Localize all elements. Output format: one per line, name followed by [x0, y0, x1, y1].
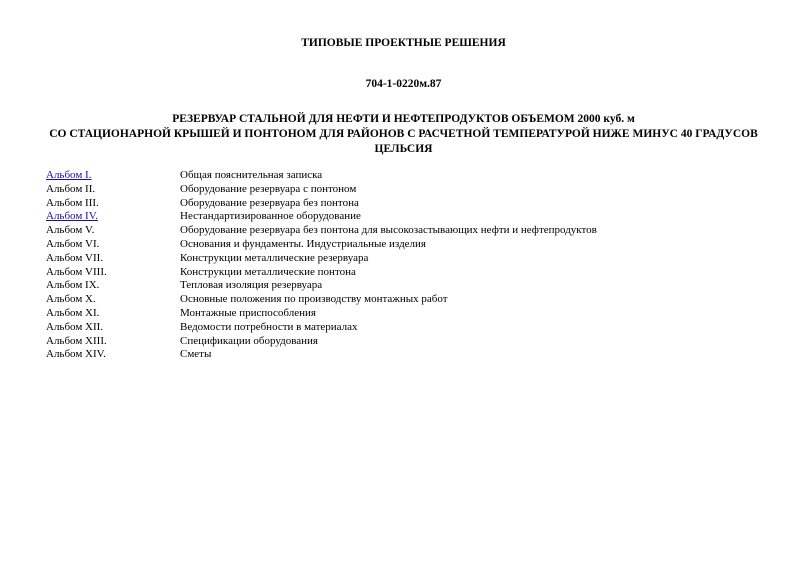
album-row-14	[46, 348, 766, 362]
album-label-9: Альбом IX.	[46, 279, 100, 292]
album-description-14: Сметы	[180, 348, 212, 361]
album-link-4[interactable]: Альбом IV.	[46, 210, 98, 223]
album-row-1	[46, 169, 766, 183]
album-description-8: Конструкции металлические понтона	[180, 265, 356, 278]
album-description-13: Спецификации оборудования	[180, 334, 318, 347]
album-description-10: Основные положения по производству монтажных работ	[180, 293, 448, 306]
album-row-4	[46, 210, 766, 224]
document-title	[40, 112, 767, 157]
document-code: 704-1-0220м.87	[365, 78, 442, 90]
album-row-3	[46, 197, 766, 211]
album-row-5	[46, 224, 766, 238]
title-line-3: ЦЕЛЬСИЯ	[374, 143, 433, 155]
album-row-7	[46, 252, 766, 266]
album-row-12	[46, 321, 766, 335]
album-label-2: Альбом II.	[46, 182, 96, 195]
series-heading: ТИПОВЫЕ ПРОЕКТНЫЕ РЕШЕНИЯ	[301, 37, 506, 49]
album-description-3: Оборудование резервуара без понтона	[180, 196, 359, 209]
album-label-14: Альбом XIV.	[46, 348, 106, 361]
album-label-10: Альбом X.	[46, 293, 96, 306]
album-description-9: Тепловая изоляция резервуара	[180, 279, 323, 292]
album-description-1: Общая пояснительная записка	[180, 169, 323, 181]
album-row-10	[46, 293, 766, 307]
album-row-2	[46, 183, 766, 197]
album-description-12: Ведомости потребности в материалах	[180, 320, 358, 333]
album-link-1[interactable]: Альбом I.	[46, 169, 92, 181]
album-label-3: Альбом III.	[46, 196, 99, 209]
album-row-9	[46, 279, 766, 293]
album-description-6: Основания и фундаменты. Индустриальные изделия	[180, 237, 426, 250]
album-description-5: Оборудование резервуара без понтона для высокозастывающих нефти и нефтепродуктов	[180, 224, 597, 237]
album-label-13: Альбом XIII.	[46, 334, 107, 347]
album-label-8: Альбом VIII.	[46, 265, 107, 278]
title-line-2: СО СТАЦИОНАРНОЙ КРЫШЕЙ И ПОНТОНОМ ДЛЯ РАЙОНОВ С РАСЧЕТНОЙ ТЕМПЕРАТУРОЙ НИЖЕ МИНУС 40 ГРАДУСОВ	[49, 128, 758, 140]
album-label-11: Альбом XI.	[46, 306, 100, 319]
album-row-6	[46, 238, 766, 252]
album-row-8	[46, 266, 766, 280]
album-description-11: Монтажные приспособления	[180, 306, 316, 319]
album-description-4: Нестандартизированное оборудование	[180, 210, 361, 223]
album-row-11	[46, 307, 766, 321]
album-description-2: Оборудование резервуара с понтоном	[180, 182, 357, 195]
album-row-13	[46, 335, 766, 349]
album-description-7: Конструкции металлические резервуара	[180, 251, 369, 264]
album-label-6: Альбом VI.	[46, 237, 100, 250]
album-list	[46, 169, 766, 362]
album-label-12: Альбом XII.	[46, 320, 104, 333]
album-label-5: Альбом V.	[46, 224, 95, 237]
title-line-1: РЕЗЕРВУАР СТАЛЬНОЙ ДЛЯ НЕФТИ И НЕФТЕПРОДУКТОВ ОБЪЕМОМ 2000 куб. м	[172, 113, 635, 125]
album-label-7: Альбом VII.	[46, 251, 104, 264]
